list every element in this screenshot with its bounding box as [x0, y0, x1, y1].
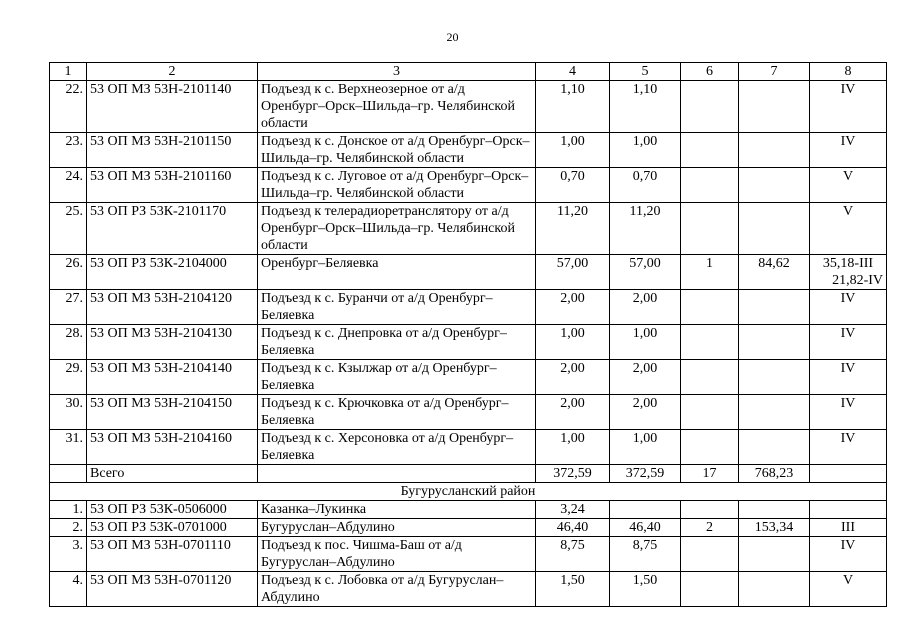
bridges-count [681, 325, 739, 360]
bridges-length [739, 325, 810, 360]
road-code: 53 ОП МЗ 53Н-2104160 [87, 430, 258, 465]
road-code: 53 ОП МЗ 53Н-2104130 [87, 325, 258, 360]
row-number: 4. [50, 572, 87, 607]
bridges-length: 153,34 [739, 519, 810, 537]
road-length-paved: 57,00 [610, 255, 681, 290]
road-category-line-1: IV [840, 431, 856, 446]
page-number: 20 [446, 30, 459, 44]
table-row [50, 133, 887, 168]
road-length-paved: 1,00 [610, 325, 681, 360]
bridges-length [739, 81, 810, 133]
road-length: 1,00 [536, 133, 610, 168]
road-code: 53 ОП РЗ 53К-2104000 [87, 255, 258, 290]
header-col-4: 4 [536, 63, 610, 81]
bridges-count [681, 430, 739, 465]
row-number: 22. [50, 81, 87, 133]
row-number: 2. [50, 519, 87, 537]
road-length-paved: 1,00 [610, 430, 681, 465]
bridges-count [681, 168, 739, 203]
road-length: 11,20 [536, 203, 610, 255]
road-length-paved: 2,00 [610, 290, 681, 325]
total-bridges-length: 768,23 [739, 465, 810, 483]
row-number: 27. [50, 290, 87, 325]
table-row [50, 290, 887, 325]
header-col-3: 3 [258, 63, 536, 81]
road-category [810, 395, 887, 430]
road-category [810, 430, 887, 465]
road-category-line-1: IV [840, 326, 856, 341]
road-category [810, 501, 887, 519]
roads-table [49, 62, 887, 607]
district-rows-part-2 [50, 501, 887, 607]
bridges-count [681, 572, 739, 607]
bridges-count [681, 395, 739, 430]
row-number: 26. [50, 255, 87, 290]
road-category-line-1: IV [840, 361, 856, 376]
bridges-count [681, 133, 739, 168]
road-category-line-1: 35,18-III [822, 256, 874, 271]
road-category [810, 168, 887, 203]
road-category-line-1: V [842, 204, 854, 219]
road-length: 1,00 [536, 325, 610, 360]
header-col-7: 7 [739, 63, 810, 81]
table-row [50, 360, 887, 395]
road-category-line-1: IV [840, 538, 856, 553]
table-row [50, 255, 887, 290]
road-length: 2,00 [536, 395, 610, 430]
bridges-count [681, 203, 739, 255]
road-name: Подъезд к с. Крючковка от а/д Оренбург–Беляевка [258, 395, 536, 430]
bridges-count [681, 290, 739, 325]
row-number: 31. [50, 430, 87, 465]
bridges-count [681, 537, 739, 572]
road-category [810, 519, 887, 537]
table-row [50, 519, 887, 537]
road-category [810, 537, 887, 572]
road-category [810, 81, 887, 133]
road-category-line-1: IV [840, 82, 856, 97]
road-name: Подъезд к телерадиоретранслятору от а/д Оренбург–Орск–Шильда–гр. Челябинской области [258, 203, 536, 255]
bridges-length [739, 537, 810, 572]
bridges-length [739, 572, 810, 607]
row-number: 3. [50, 537, 87, 572]
bridges-length [739, 290, 810, 325]
road-category-line-1: IV [840, 396, 856, 411]
table-row [50, 203, 887, 255]
header-row [50, 63, 887, 81]
road-name: Подъезд к с. Лобовка от а/д Бугуруслан–Абдулино [258, 572, 536, 607]
bridges-length [739, 203, 810, 255]
total-category [810, 465, 887, 483]
table-row [50, 395, 887, 430]
road-code: 53 ОП МЗ 53Н-2104150 [87, 395, 258, 430]
district-rows-part-1 [50, 81, 887, 465]
total-length-paved: 372,59 [610, 465, 681, 483]
road-length-paved [610, 501, 681, 519]
bridges-count: 2 [681, 519, 739, 537]
road-name: Бугуруслан–Абдулино [258, 519, 536, 537]
road-length: 46,40 [536, 519, 610, 537]
road-category-line-1: IV [840, 134, 856, 149]
road-category [810, 360, 887, 395]
road-length-paved: 46,40 [610, 519, 681, 537]
total-length: 372,59 [536, 465, 610, 483]
road-code: 53 ОП РЗ 53К-0506000 [87, 501, 258, 519]
road-category [810, 133, 887, 168]
road-code: 53 ОП МЗ 53Н-2104140 [87, 360, 258, 395]
road-category [810, 325, 887, 360]
road-length-paved: 11,20 [610, 203, 681, 255]
road-length: 1,00 [536, 430, 610, 465]
row-number: 29. [50, 360, 87, 395]
road-code: 53 ОП МЗ 53Н-2104120 [87, 290, 258, 325]
road-length-paved: 1,00 [610, 133, 681, 168]
header-col-1: 1 [50, 63, 87, 81]
road-length: 2,00 [536, 290, 610, 325]
row-number: 1. [50, 501, 87, 519]
road-length-paved: 2,00 [610, 360, 681, 395]
header-col-6: 6 [681, 63, 739, 81]
road-name: Подъезд к с. Днепровка от а/д Оренбург–Беляевка [258, 325, 536, 360]
total-row [50, 465, 887, 483]
road-code: 53 ОП МЗ 53Н-0701110 [87, 537, 258, 572]
road-length: 1,50 [536, 572, 610, 607]
road-length: 8,75 [536, 537, 610, 572]
road-length: 1,10 [536, 81, 610, 133]
road-category-line-1: III [841, 520, 855, 535]
road-code: 53 ОП МЗ 53Н-2101150 [87, 133, 258, 168]
table-row [50, 325, 887, 360]
road-length-paved: 1,10 [610, 81, 681, 133]
bridges-count [681, 501, 739, 519]
table-row [50, 537, 887, 572]
road-category-line-1: IV [840, 291, 856, 306]
road-name: Подъезд к с. Буранчи от а/д Оренбург–Беляевка [258, 290, 536, 325]
row-number: 23. [50, 133, 87, 168]
row-number: 24. [50, 168, 87, 203]
bridges-length [739, 501, 810, 519]
total-bridges-count: 17 [681, 465, 739, 483]
road-category [810, 203, 887, 255]
table-row [50, 168, 887, 203]
section-title: Бугурусланский район [50, 483, 887, 501]
road-name: Подъезд к с. Верхнеозерное от а/д Оренбург–Орск–Шильда–гр. Челябинской области [258, 81, 536, 133]
header-col-2: 2 [87, 63, 258, 81]
road-length-paved: 2,00 [610, 395, 681, 430]
table-row [50, 430, 887, 465]
bridges-length [739, 168, 810, 203]
road-code: 53 ОП МЗ 53Н-0701120 [87, 572, 258, 607]
bridges-length: 84,62 [739, 255, 810, 290]
road-code: 53 ОП МЗ 53Н-2101160 [87, 168, 258, 203]
road-category [810, 572, 887, 607]
section-row [50, 483, 887, 501]
row-number: 30. [50, 395, 87, 430]
bridges-length [739, 395, 810, 430]
road-code: 53 ОП МЗ 53Н-2101140 [87, 81, 258, 133]
road-name: Подъезд к пос. Чишма-Баш от а/д Бугуруслан–Абдулино [258, 537, 536, 572]
bridges-count: 1 [681, 255, 739, 290]
road-category-line-1: V [842, 573, 854, 588]
road-name: Подъезд к с. Кзылжар от а/д Оренбург–Беляевка [258, 360, 536, 395]
road-code: 53 ОП РЗ 53К-0701000 [87, 519, 258, 537]
road-code: 53 ОП РЗ 53К-2101170 [87, 203, 258, 255]
total-name [258, 465, 536, 483]
road-length: 2,00 [536, 360, 610, 395]
road-name: Подъезд к с. Донское от а/д Оренбург–Орск–Шильда–гр. Челябинской области [258, 133, 536, 168]
bridges-length [739, 360, 810, 395]
road-category-line-1: V [842, 169, 854, 184]
road-name: Подъезд к с. Луговое от а/д Оренбург–Орск–Шильда–гр. Челябинской области [258, 168, 536, 203]
total-number [50, 465, 87, 483]
header-col-8: 8 [810, 63, 887, 81]
road-name: Оренбург–Беляевка [258, 255, 536, 290]
road-length-paved: 1,50 [610, 572, 681, 607]
row-number: 28. [50, 325, 87, 360]
total-label: Всего [87, 465, 258, 483]
table-row [50, 572, 887, 607]
bridges-count [681, 360, 739, 395]
header-col-5: 5 [610, 63, 681, 81]
road-category [810, 290, 887, 325]
road-category-line-2: 21,82-IV [832, 273, 883, 288]
road-name: Подъезд к с. Херсоновка от а/д Оренбург–Беляевка [258, 430, 536, 465]
road-name: Казанка–Лукинка [258, 501, 536, 519]
table-row [50, 81, 887, 133]
road-length-paved: 8,75 [610, 537, 681, 572]
road-category [810, 255, 887, 290]
road-length: 57,00 [536, 255, 610, 290]
row-number: 25. [50, 203, 87, 255]
bridges-count [681, 81, 739, 133]
bridges-length [739, 430, 810, 465]
road-length-paved: 0,70 [610, 168, 681, 203]
road-length: 3,24 [536, 501, 610, 519]
table-row [50, 501, 887, 519]
road-length: 0,70 [536, 168, 610, 203]
bridges-length [739, 133, 810, 168]
